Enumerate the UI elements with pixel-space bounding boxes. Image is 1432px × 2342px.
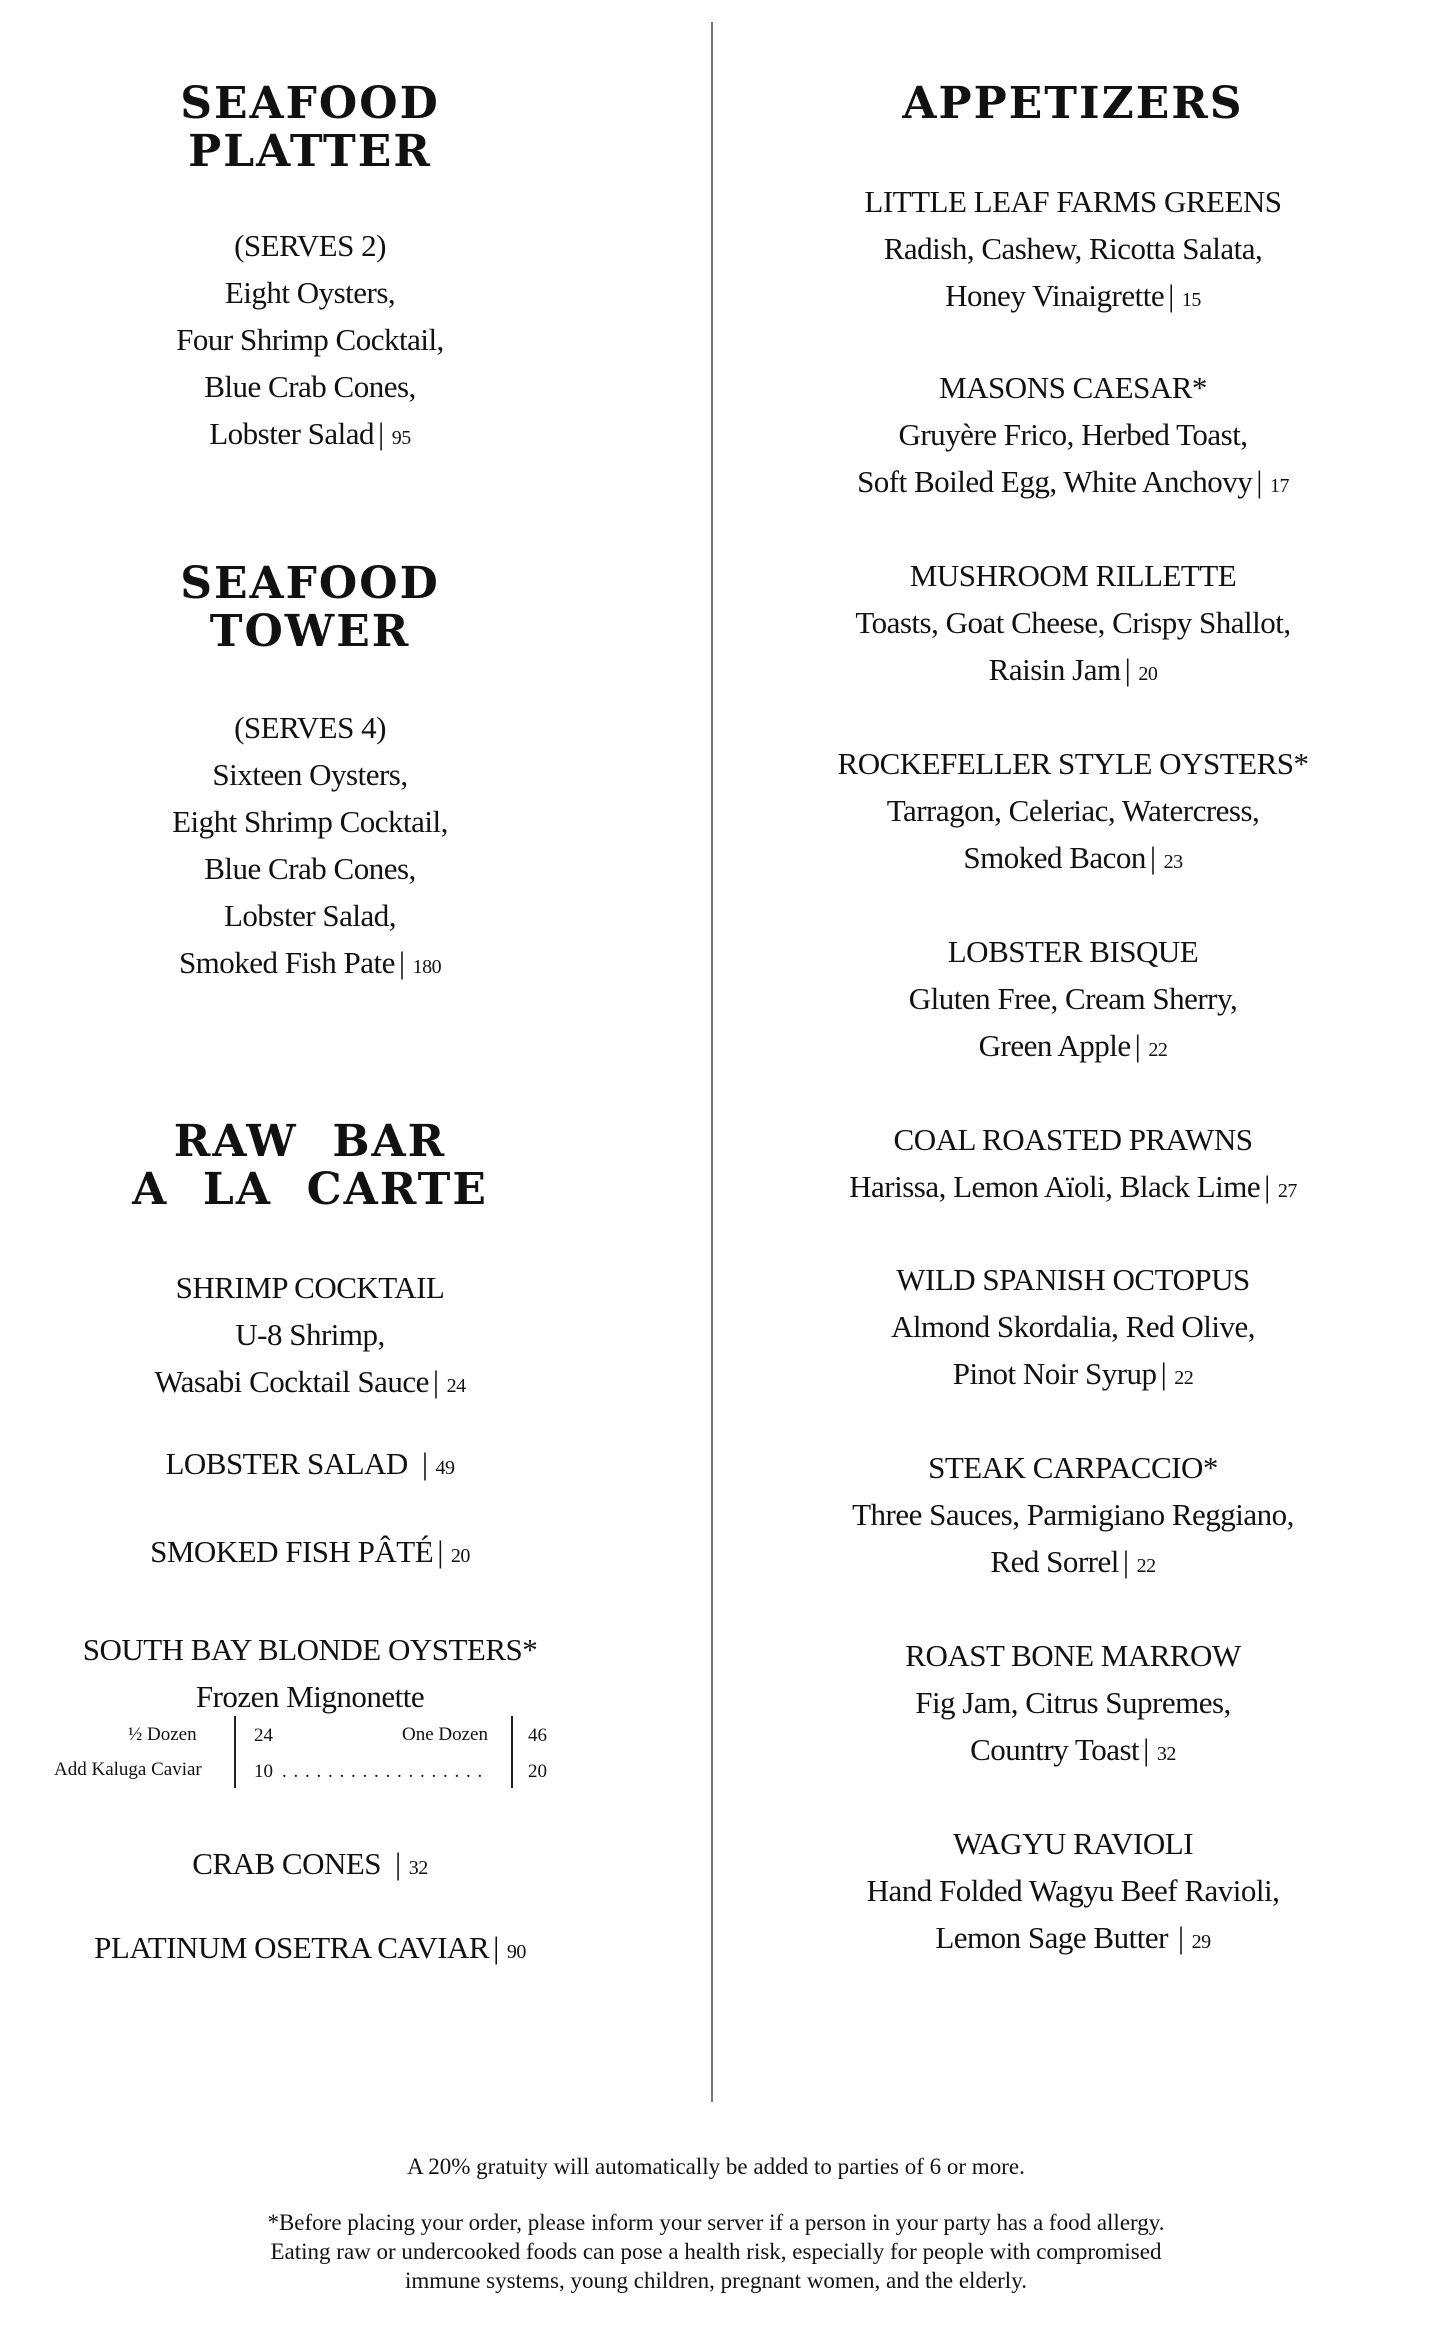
rawbar-title-line1: RAW BAR — [173, 1116, 447, 1167]
tower-price: 180 — [412, 956, 442, 978]
item-name: LOBSTER SALAD — [165, 1446, 408, 1481]
tower-line: Blue Crab Cones, — [204, 851, 416, 886]
item-price: 15 — [1181, 289, 1201, 311]
item-desc: Frozen Mignonette — [195, 1679, 425, 1714]
item-desc: Radish, Cashew, Ricotta Salata, — [883, 231, 1263, 266]
allergy-notice — [0, 2208, 1432, 2295]
caviar-dot-leader: . . . . . . . . . . . . . . . . . . — [282, 1761, 484, 1782]
table-divider — [234, 1716, 236, 1788]
appetizer-item — [714, 1444, 1432, 1590]
tower-line: Lobster Salad, — [223, 898, 397, 933]
tower-title-line1: SEAFOOD — [180, 558, 440, 609]
gratuity-note: A 20% gratuity will automatically be added to parties of 6 or more. — [407, 2154, 1025, 2179]
table-divider — [511, 1716, 513, 1788]
seafood-tower-section — [0, 560, 620, 656]
appetizer-item — [714, 740, 1432, 886]
oyster-price-table — [0, 1716, 620, 1796]
item-price-line: Wasabi Cocktail Sauce | 24 — [154, 1364, 466, 1399]
appetizer-item — [714, 1820, 1432, 1966]
item-price-line: Red Sorrel | 22 — [990, 1544, 1156, 1579]
item-name: LITTLE LEAF FARMS GREENS — [864, 184, 1282, 219]
item-name: LOBSTER BISQUE — [947, 934, 1199, 969]
item-price-line: Country Toast | 32 — [970, 1732, 1176, 1767]
item-desc: Tarragon, Celeriac, Watercress, — [886, 793, 1260, 828]
tower-price-line: Smoked Fish Pate | 180 — [178, 945, 442, 980]
appetizer-item — [714, 1256, 1432, 1402]
tower-title-line2: TOWER — [209, 606, 411, 657]
appetizer-item — [714, 364, 1432, 510]
item-price: 24 — [446, 1375, 466, 1397]
dozen-price: 46 — [528, 1725, 547, 1746]
allergy-line: Eating raw or undercooked foods can pose a health risk, especially for people with compromised — [270, 2239, 1162, 2264]
item-name: MUSHROOM RILLETTE — [909, 558, 1237, 593]
item-price: 20 — [1138, 663, 1158, 685]
raw-bar-section — [0, 1118, 620, 1214]
tower-line: Eight Shrimp Cocktail, — [172, 804, 448, 839]
platter-price-line: Lobster Salad | 95 — [209, 416, 411, 451]
item-name: MASONS CAESAR* — [939, 370, 1207, 405]
appetizer-item — [714, 178, 1432, 324]
item-price-line: Soft Boiled Egg, White Anchovy | 17 — [857, 464, 1289, 499]
item-name: ROAST BONE MARROW — [905, 1638, 1241, 1673]
appetizer-item — [714, 1116, 1432, 1215]
item-price-line: Lemon Sage Butter | 29 — [935, 1920, 1211, 1955]
item-price-line: Honey Vinaigrette | 15 — [945, 278, 1201, 313]
osetra-caviar-item: PLATINUM OSETRA CAVIAR | 90 — [94, 1930, 526, 1965]
oysters-item — [0, 1626, 620, 1720]
item-name: CRAB CONES — [192, 1846, 382, 1881]
dozen-label: One Dozen — [402, 1724, 488, 1745]
platter-title-line2: PLATTER — [188, 126, 432, 177]
item-desc: Hand Folded Wagyu Beef Ravioli, — [866, 1873, 1280, 1908]
half-dozen-label: ½ Dozen — [128, 1724, 197, 1745]
item-price: 32 — [1156, 1743, 1176, 1765]
item-price: 27 — [1277, 1180, 1297, 1202]
item-desc: Fig Jam, Citrus Supremes, — [915, 1685, 1231, 1720]
tower-description — [0, 704, 620, 991]
half-dozen-price: 24 — [254, 1725, 273, 1746]
item-name: WAGYU RAVIOLI — [952, 1826, 1194, 1861]
item-price: 20 — [450, 1545, 470, 1567]
tower-line: (SERVES 4) — [234, 710, 386, 745]
platter-line: Blue Crab Cones, — [204, 369, 416, 404]
appetizer-item — [714, 928, 1432, 1074]
item-price: 17 — [1269, 475, 1289, 497]
item-price-line: Smoked Bacon | 23 — [963, 840, 1183, 875]
platter-line: Four Shrimp Cocktail, — [176, 322, 444, 357]
platter-price: 95 — [391, 427, 411, 449]
platter-title-line1: SEAFOOD — [180, 78, 440, 129]
item-price: 23 — [1163, 851, 1183, 873]
item-desc: Toasts, Goat Cheese, Crispy Shallot, — [855, 605, 1291, 640]
item-price: 90 — [506, 1941, 526, 1963]
item-price-line: Harissa, Lemon Aïoli, Black Lime | 27 — [849, 1169, 1297, 1204]
item-name: SOUTH BAY BLONDE OYSTERS* — [82, 1632, 538, 1667]
column-divider — [711, 22, 713, 2102]
item-desc: Gruyère Frico, Herbed Toast, — [898, 417, 1248, 452]
item-name: COAL ROASTED PRAWNS — [893, 1122, 1253, 1157]
tower-line: Sixteen Oysters, — [212, 757, 408, 792]
caviar-half-price: 10 — [254, 1761, 273, 1782]
allergy-line: *Before placing your order, please inform your server if a person in your party has a food allergy. — [267, 2210, 1165, 2235]
item-price: 22 — [1174, 1367, 1194, 1389]
item-price: 49 — [435, 1457, 455, 1479]
platter-line: (SERVES 2) — [234, 228, 386, 263]
item-price-line: Pinot Noir Syrup | 22 — [952, 1356, 1194, 1391]
appetizer-item — [714, 552, 1432, 698]
item-price: 29 — [1191, 1931, 1211, 1953]
platter-description — [0, 222, 620, 462]
item-desc: Gluten Free, Cream Sherry, — [908, 981, 1238, 1016]
item-price-line: Raisin Jam | 20 — [988, 652, 1158, 687]
item-price: 32 — [408, 1857, 428, 1879]
item-name: ROCKEFELLER STYLE OYSTERS* — [837, 746, 1309, 781]
rawbar-title-line2: A LA CARTE — [132, 1164, 488, 1215]
item-price: 22 — [1148, 1039, 1168, 1061]
item-price: 22 — [1136, 1555, 1156, 1577]
allergy-line: immune systems, young children, pregnant women, and the elderly. — [405, 2268, 1027, 2293]
shrimp-cocktail-item — [0, 1264, 620, 1410]
item-price-line: Green Apple | 22 — [978, 1028, 1168, 1063]
smoked-fish-item: SMOKED FISH PÂTÉ | 20 — [150, 1534, 470, 1569]
caviar-add-label: Add Kaluga Caviar — [54, 1759, 202, 1780]
appetizer-item — [714, 1632, 1432, 1778]
item-name: STEAK CARPACCIO* — [928, 1450, 1218, 1485]
platter-line: Eight Oysters, — [224, 275, 396, 310]
item-name: SMOKED FISH PÂTÉ — [150, 1534, 434, 1569]
lobster-salad-item: LOBSTER SALAD | 49 — [165, 1446, 455, 1481]
item-name: SHRIMP COCKTAIL — [175, 1270, 445, 1305]
appetizers-title: APPETIZERS — [902, 78, 1244, 129]
item-name: WILD SPANISH OCTOPUS — [896, 1262, 1250, 1297]
crab-cones-item: CRAB CONES | 32 — [192, 1846, 428, 1881]
appetizers-header — [714, 80, 1432, 128]
item-desc: U-8 Shrimp, — [235, 1317, 385, 1352]
seafood-platter-section — [0, 80, 620, 176]
item-name: PLATINUM OSETRA CAVIAR — [94, 1930, 490, 1965]
item-desc: Almond Skordalia, Red Olive, — [891, 1309, 1255, 1344]
item-desc: Three Sauces, Parmigiano Reggiano, — [852, 1497, 1294, 1532]
caviar-dozen-price: 20 — [528, 1761, 547, 1782]
